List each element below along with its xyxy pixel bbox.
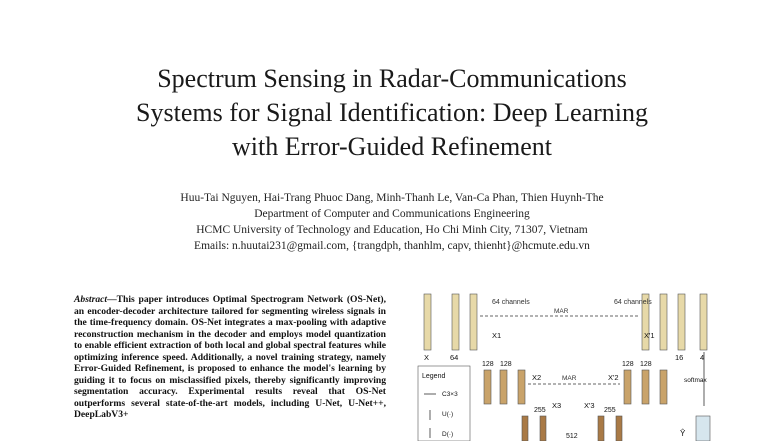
title-line-3: with Error-Guided Refinement (231, 132, 553, 161)
bottom-block-3 (598, 416, 604, 441)
label-out-16: 16 (675, 353, 684, 362)
mid-block-1 (484, 370, 491, 404)
conv-block-16 (678, 294, 685, 350)
label-x1: X1 (492, 331, 502, 340)
author-university: HCMC University of Technology and Education, Ho Chi Minh City, 71307, Vietnam (196, 224, 588, 236)
label-input-x: X (424, 353, 430, 362)
encoder-top-row (424, 294, 707, 350)
mid-block-4 (624, 370, 631, 404)
author-block (60, 190, 724, 254)
legend-up: U(·) (442, 411, 454, 418)
label-128-c: 128 (622, 361, 634, 368)
title-line-1: Spectrum Sensing in Radar-Communications (157, 64, 627, 93)
legend-conv: C3×3 (442, 391, 458, 398)
mid-block-2 (500, 370, 507, 404)
input-block (424, 294, 431, 350)
label-input-64: 64 (450, 353, 459, 362)
label-softmax: softmax (684, 377, 707, 384)
title-line-2: Systems for Signal Identification: Deep Learning (136, 98, 648, 127)
label-x3-prime: X'3 (584, 401, 595, 410)
label-128-d: 128 (640, 361, 652, 368)
label-mar-2: MAR (562, 375, 577, 382)
abstract-paragraph (74, 294, 386, 421)
conv-block-4 (700, 294, 707, 350)
label-x2-prime: X'2 (608, 373, 619, 382)
label-64-channels-left: 64 channels (492, 299, 530, 306)
label-out-4: 4 (700, 353, 705, 362)
bottom-block-2 (540, 416, 546, 441)
label-x1-prime: X'1 (644, 331, 655, 340)
legend-down: D(·) (442, 431, 454, 438)
label-255-a: 255 (534, 407, 546, 414)
mid-block-6 (660, 370, 667, 404)
label-mar-1: MAR (554, 308, 569, 315)
abstract-lead: Abstract (74, 294, 108, 305)
label-64-channels-right: 64 channels (614, 299, 652, 306)
author-names: Huu-Tai Nguyen, Hai-Trang Phuoc Dang, Minh-Thanh Le, Van-Ca Phan, Thien Huynh-The (180, 192, 604, 204)
label-255-b: 255 (604, 407, 616, 414)
legend-title: Legend (422, 373, 446, 380)
author-department: Department of Computer and Communications Engineering (254, 208, 530, 220)
label-128-b: 128 (500, 361, 512, 368)
label-128-a: 128 (482, 361, 494, 368)
mid-block-3 (518, 370, 525, 404)
architecture-figure (412, 288, 784, 441)
author-emails: Emails: n.huutai231@gmail.com, {trangdph, thanhlm, capv, thienht}@hcmute.edu.vn (194, 240, 590, 252)
output-volume (696, 416, 710, 441)
conv-block-64d (660, 294, 667, 350)
mid-block-5 (642, 370, 649, 404)
conv-block-64b (470, 294, 477, 350)
bottom-block-4 (616, 416, 622, 441)
label-512: 512 (566, 433, 578, 440)
label-y-hat: Ŷ (680, 429, 686, 438)
bottom-block-1 (522, 416, 528, 441)
paper-title (40, 62, 744, 164)
conv-block-64 (452, 294, 459, 350)
label-x3: X3 (552, 401, 562, 410)
abstract-text: —This paper introduces Optimal Spectrogram Network (OS-Net), an encoder-decoder architecture tailored for segmenting wireless signals in the time-frequency domain. OS-Net integrates a max-pooling with adaptive reconstruction mechanism in the decoder and employs model quantization to enable efficient extraction of both local and global spectral features while optimizing inference speed. Additionally, a novel training strategy, namely Error-Guided Refinement, is proposed to enhance the model's learning by guiding it to focus on misclassified pixels, thereby significantly improving segmentation accuracy. Experimental results reveal that OS-Net outperforms several state-of-the-art models, including U-Net, U-Net++, DeepLabV3+ (74, 294, 386, 420)
label-x2: X2 (532, 373, 542, 382)
